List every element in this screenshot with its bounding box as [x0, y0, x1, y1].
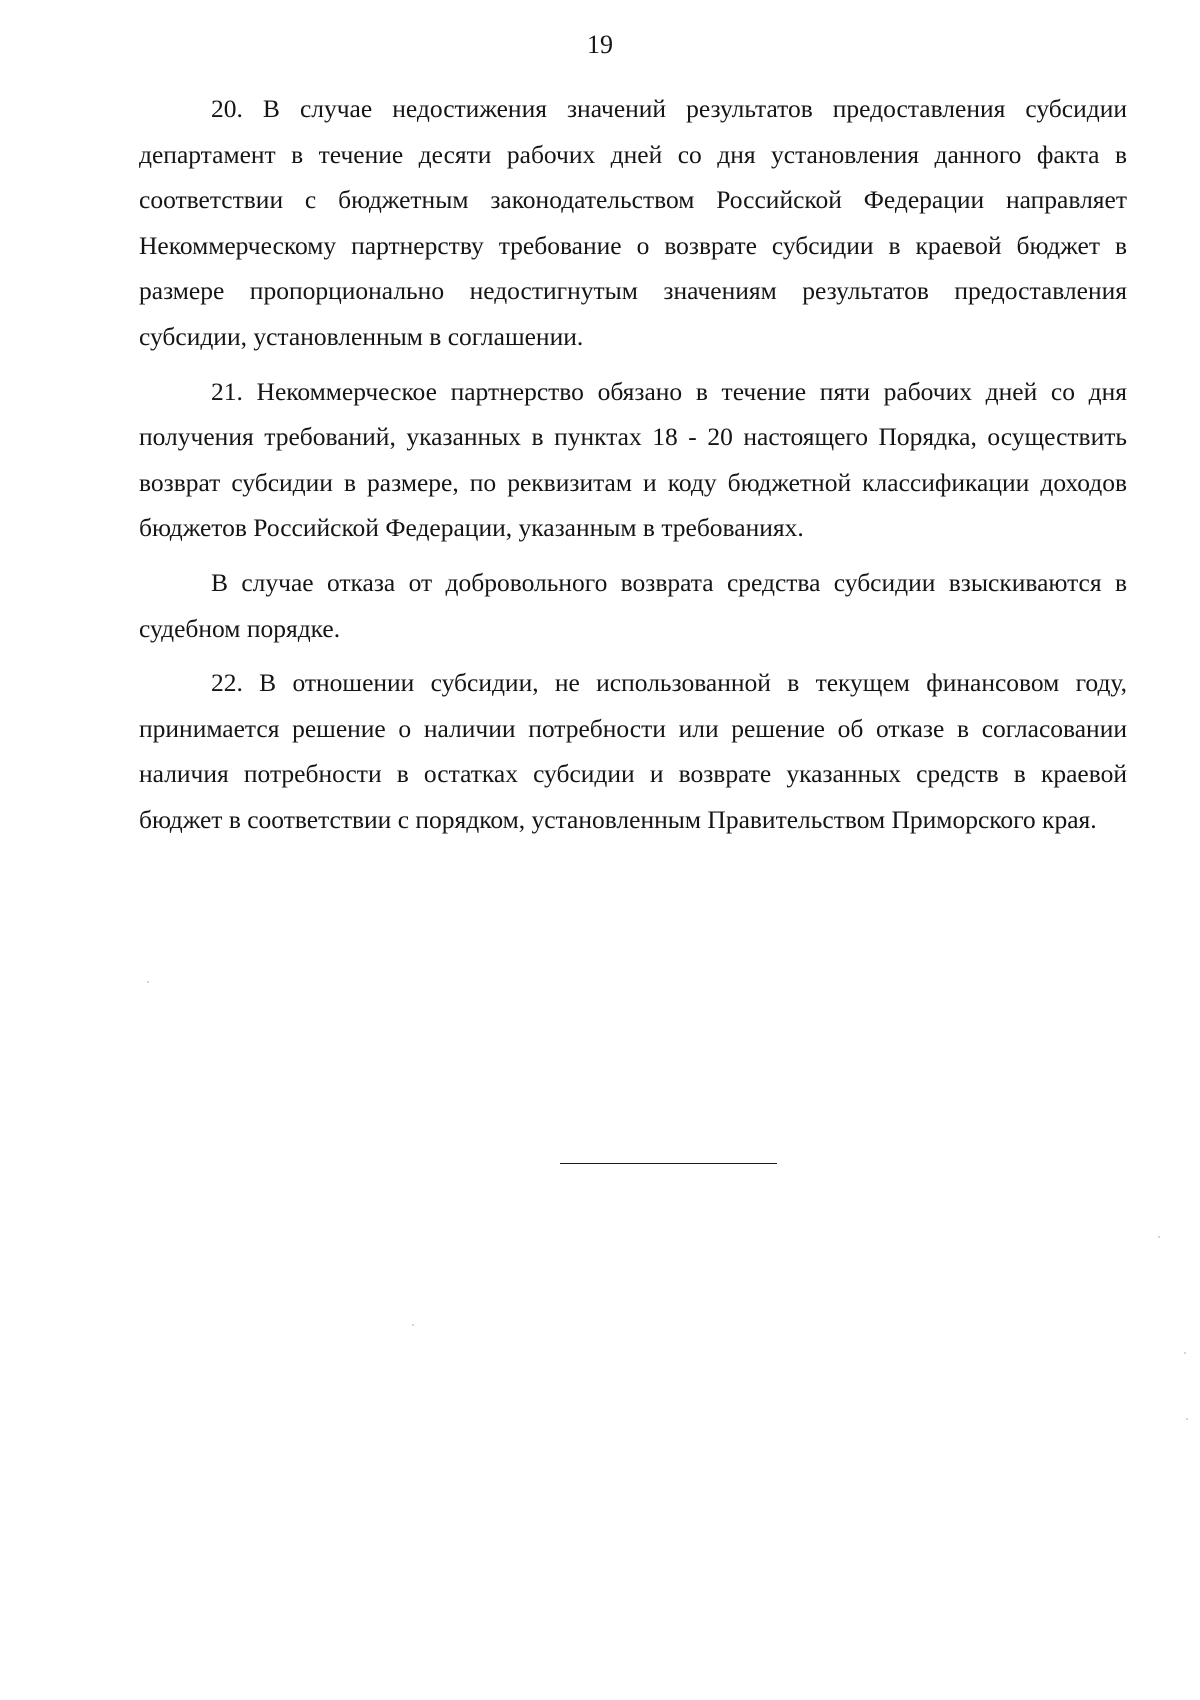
- scan-speck: [1158, 1236, 1160, 1238]
- paragraph-clause-21: 21. Некоммерческое партнерство обязано в течение пяти рабочих дней со дня получения требований, указанных в пунктах 18 - 20 настоящего Порядка, осуществить возврат субсидии в размере, по реквизитам и коду бюджетной классификации доходов бюджетов Российской Федерации, указанным в требованиях.: [139, 376, 1127, 543]
- paragraph-clause-22: 22. В отношении субсидии, не использованной в текущем финансовом году, принимается решение о наличии потребности или решение об отказе в согласовании наличия потребности в остатках субсидии и возврате указанных средств в краевой бюджет в соответствии с порядком, установленным Правительством Приморского края.: [139, 668, 1127, 834]
- paragraph-clause-20: 20. В случае недостижения значений результатов предоставления субсидии департамент в течение десяти рабочих дней со дня установления данного факта в соответствии с бюджетным законодательством Российской Федерации направляет Некоммерческому партнерству требование о возврате субсидии в краевой бюджет в размере пропорционально недостигнутым значениям результатов предоставления субсидии, установленным в соглашении.: [139, 94, 1127, 351]
- paragraph-refusal: В случае отказа от добровольного возврата средства субсидии взыскиваются в судебном порядке.: [139, 567, 1127, 643]
- scan-speck: [1186, 1418, 1188, 1420]
- scan-speck: [412, 1324, 414, 1326]
- document-body: [139, 86, 1127, 852]
- page-number: 19: [587, 30, 613, 59]
- scan-speck: [1184, 1352, 1186, 1354]
- end-of-text-rule: [560, 1163, 777, 1164]
- scan-speck: [147, 981, 149, 983]
